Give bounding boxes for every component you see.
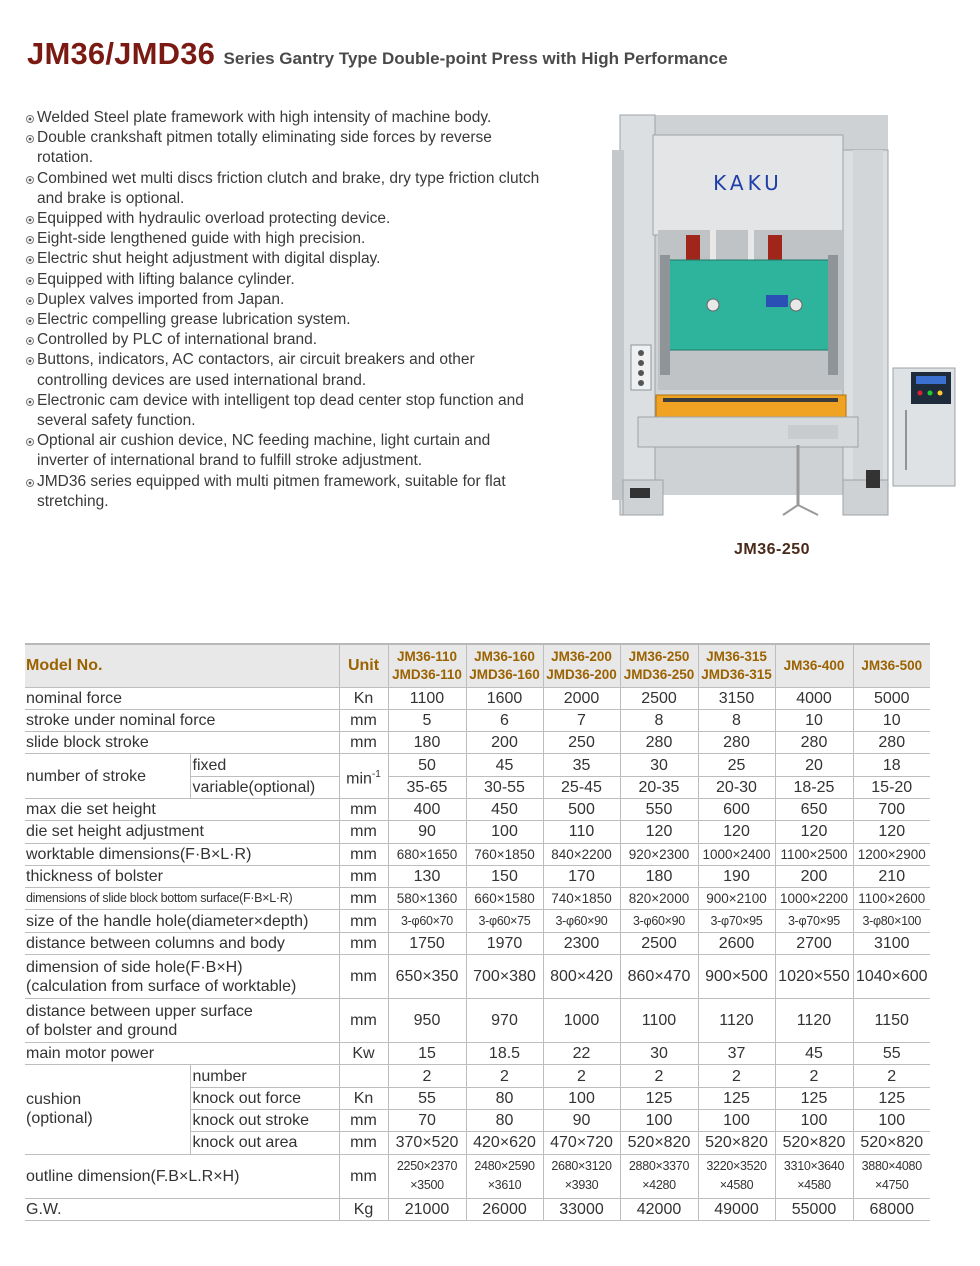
- table-row: G.W. Kg 21000 26000 33000 42000 49000 55000 68000: [25, 1198, 930, 1220]
- table-row: variable(optional) 35-65 30-55 25-45 20-35 20-30 18-25 15-20: [25, 776, 930, 798]
- table-row: outline dimension(F.B×L.R×H) mm 2250×2370 ×3500 2480×2590 ×3610 2680×3120 ×3930 2880×3370 ×4280 3220×3520 ×4580 3310×3640 ×4580 3880×4080 ×4750: [25, 1154, 930, 1198]
- feature-list: [25, 108, 540, 512]
- feature-item: Electronic cam device with intelligent top dead center stop function and several safety function.: [25, 391, 540, 431]
- model-header: JM36-400: [775, 644, 853, 687]
- feature-item: Optional air cushion device, NC feeding machine, light curtain and inverter of international brand to fulfill stroke adjustment.: [25, 431, 540, 471]
- table-row: dimensions of slide block bottom surface(F·B×L·R) mm 580×1360 660×1580 740×1850 820×2000 900×2100 1000×2200 1100×2600: [25, 888, 930, 910]
- table-row: stroke under nominal force mm 5 6 7 8 8 10 10: [25, 709, 930, 731]
- press-machine-photo: [598, 110, 963, 520]
- table-row: worktable dimensions(F·B×L·R) mm 680×1650 760×1850 840×2200 920×2300 1000×2400 1100×2500 1200×2900: [25, 843, 930, 865]
- model-header: JM36-500: [853, 644, 930, 687]
- table-row: max die set height mm 400 450 500 550 600 650 700: [25, 798, 930, 820]
- feature-item: JMD36 series equipped with multi pitmen framework, suitable for flat stretching.: [25, 472, 540, 512]
- table-row: cushion (optional) number 2 2 2 2 2 2 2: [25, 1065, 930, 1087]
- table-row: number of stroke fixed $\min^{-1}$ 50 45 35 30 25 20 18: [25, 754, 930, 776]
- feature-item: Double crankshaft pitmen totally eliminating side forces by reverse rotation.: [25, 128, 540, 168]
- title-main: JM36/JMD36: [27, 36, 216, 71]
- feature-item: Buttons, indicators, AC contactors, air circuit breakers and other controlling devices are used international brand.: [25, 350, 540, 390]
- feature-item: Electric shut height adjustment with digital display.: [25, 249, 540, 269]
- feature-item: Eight-side lengthened guide with high precision.: [25, 229, 540, 249]
- model-header: JM36-110 JMD36-110: [388, 644, 466, 687]
- model-header: JM36-315 JMD36-315: [698, 644, 775, 687]
- model-no-header: Model No.: [25, 644, 339, 687]
- table-row: size of the handle hole(diameter×depth) mm 3-φ60×70 3-φ60×75 3-φ60×90 3-φ60×90 3-φ70×95 3-φ70×95 3-φ80×100: [25, 910, 930, 932]
- brand-label: KAKU: [713, 171, 783, 195]
- table-row: knock out force Kn 55 80 100 125 125 125 125: [25, 1087, 930, 1109]
- page-header: [27, 36, 728, 72]
- model-header: JM36-250 JMD36-250: [620, 644, 698, 687]
- table-row: dimension of side hole(F·B×H) (calculation from surface of worktable) mm 650×350 700×380 800×420 860×470 900×500 1020×550 1040×600: [25, 955, 930, 999]
- table-row: thickness of bolster mm 130 150 170 180 190 200 210: [25, 865, 930, 887]
- model-header: JM36-200 JMD36-200: [543, 644, 620, 687]
- table-row: slide block stroke mm 180 200 250 280 280 280 280: [25, 732, 930, 754]
- table-row: distance between upper surface of bolster and ground mm 950 970 1000 1100 1120 1120 1150: [25, 999, 930, 1043]
- table-row: die set height adjustment mm 90 100 110 120 120 120 120: [25, 821, 930, 843]
- photo-caption: JM36-250: [734, 541, 811, 558]
- table-row: knock out stroke mm 70 80 90 100 100 100 100: [25, 1109, 930, 1131]
- model-header: JM36-160 JMD36-160: [466, 644, 543, 687]
- table-row: main motor power Kw 15 18.5 22 30 37 45 55: [25, 1043, 930, 1065]
- unit-header: Unit: [339, 644, 388, 687]
- feature-item: Equipped with lifting balance cylinder.: [25, 270, 540, 290]
- feature-item: Duplex valves imported from Japan.: [25, 290, 540, 310]
- table-header-row: [25, 644, 930, 687]
- feature-item: Equipped with hydraulic overload protecting device.: [25, 209, 540, 229]
- spec-table: [25, 643, 930, 1221]
- feature-item: Combined wet multi discs friction clutch and brake, dry type friction clutch and brake is optional.: [25, 169, 540, 209]
- table-row: distance between columns and body mm 1750 1970 2300 2500 2600 2700 3100: [25, 932, 930, 954]
- feature-item: Controlled by PLC of international brand.: [25, 330, 540, 350]
- feature-item: Welded Steel plate framework with high intensity of machine body.: [25, 108, 540, 128]
- table-row: knock out area mm 370×520 420×620 470×720 520×820 520×820 520×820 520×820: [25, 1132, 930, 1154]
- feature-item: Electric compelling grease lubrication system.: [25, 310, 540, 330]
- title-sub: Series Gantry Type Double-point Press with High Performance: [223, 49, 728, 68]
- table-row: nominal force Kn 1100 1600 2000 2500 3150 4000 5000: [25, 687, 930, 709]
